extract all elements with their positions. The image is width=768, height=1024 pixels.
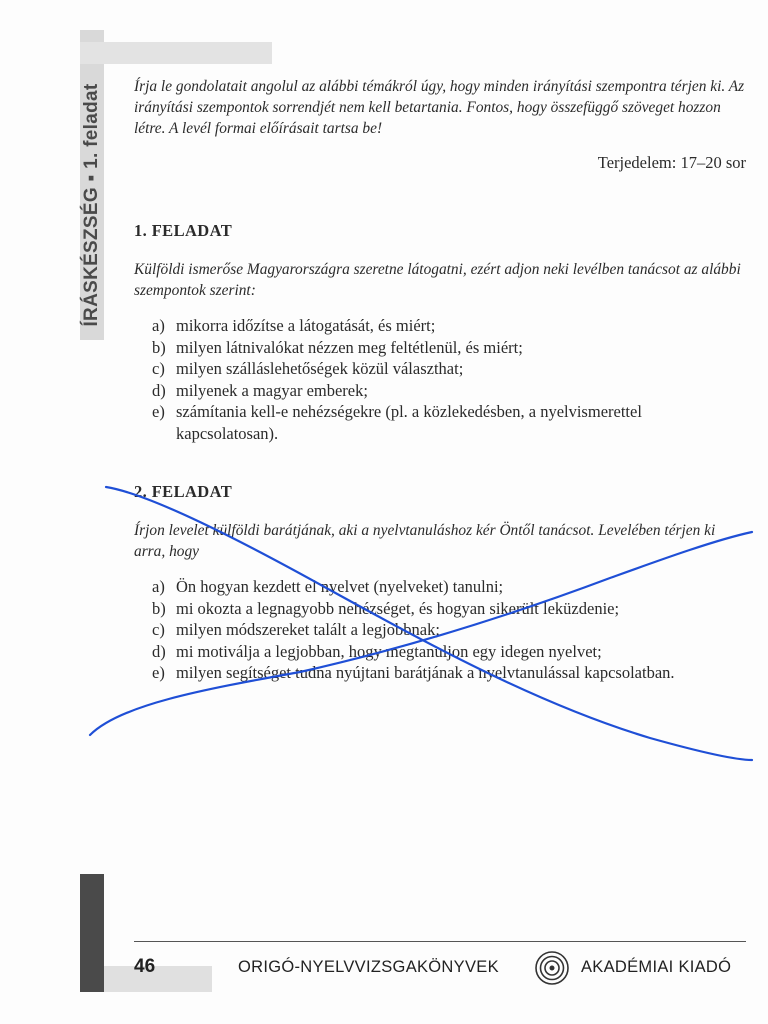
list-item xyxy=(134,662,746,684)
page-content xyxy=(134,76,746,684)
list-item-mark: e) xyxy=(152,402,165,421)
length-requirement: Terjedelem: 17–20 sor xyxy=(597,153,746,172)
task-2 xyxy=(134,482,746,684)
list-item xyxy=(134,401,746,444)
task-1-heading: 1. FELADAT xyxy=(134,221,233,240)
list-item-text: milyen szálláslehetőségek közül választhat; xyxy=(176,359,464,378)
publisher-logo-icon xyxy=(534,950,570,986)
list-item-text: Ön hogyan kezdett el nyelvet (nyelveket) tanulni; xyxy=(176,577,504,596)
list-item xyxy=(134,337,746,359)
footer-divider xyxy=(134,941,746,942)
list-item-mark: b) xyxy=(152,337,166,357)
list-item-text: mi okozta a legnagyobb nehézséget, és hogyan sikerült leküzdenie; xyxy=(176,598,620,618)
list-item-text: mikorra időzítse a látogatását, és miért; xyxy=(176,316,436,335)
list-item xyxy=(134,619,746,641)
task-1-list xyxy=(134,315,746,444)
list-item-text: milyen módszereket talált a legjobbnak; xyxy=(176,620,440,639)
list-item xyxy=(134,358,746,380)
list-item xyxy=(134,641,746,663)
instructions-text: Írja le gondolatait angolul az alábbi témákról úgy, hogy minden irányítási szempontra térjen ki. Az irányítási szempontok sorrendjét nem kell betartania. Fontos, hogy összefüggő szöveget hozzon létre. A levél formai előírásait tartsa be! xyxy=(134,78,745,137)
list-item-text: milyenek a magyar emberek; xyxy=(176,380,368,400)
list-item-mark: d) xyxy=(152,380,166,400)
list-item xyxy=(134,598,746,620)
side-bar-decoration xyxy=(80,874,104,992)
list-item-mark: c) xyxy=(152,620,165,639)
list-item-mark: c) xyxy=(152,359,165,378)
page-number: 46 xyxy=(134,956,156,977)
list-item xyxy=(134,380,746,402)
list-item-text: számítania kell-e nehézségekre (pl. a közlekedésben, a nyelvismerettel kapcsolatosan). xyxy=(176,402,642,443)
list-item xyxy=(134,576,746,598)
task-2-list xyxy=(134,576,746,684)
list-item-text: milyen segítséget tudna nyújtani barátjának a nyelvtanulással kapcsolatban. xyxy=(176,663,675,682)
list-item-mark: d) xyxy=(152,641,166,661)
task-1-intro: Külföldi ismerőse Magyarországra szeretne látogatni, ezért adjon neki levélben tanácsot az alábbi szempontok szerint: xyxy=(134,261,741,299)
task-2-heading: 2. FELADAT xyxy=(134,482,233,501)
list-item-mark: a) xyxy=(152,316,165,335)
list-item-text: milyen látnivalókat nézzen meg feltétlenül, és miért; xyxy=(176,337,523,357)
list-item-mark: a) xyxy=(152,577,165,596)
section-side-title: ÍRÁSKÉSZSÉG ▪ 1. feladat xyxy=(81,83,102,327)
list-item xyxy=(134,315,746,337)
list-item-mark: e) xyxy=(152,663,165,682)
list-item-mark: b) xyxy=(152,598,166,618)
publisher-name: AKADÉMIAI KIADÓ xyxy=(581,958,732,976)
task-1 xyxy=(134,221,746,444)
top-strip-decoration xyxy=(80,42,272,64)
list-item-text: mi motiválja a legjobban, hogy megtanuljon egy idegen nyelvet; xyxy=(176,641,602,661)
task-2-intro: Írjon levelet külföldi barátjának, aki a nyelvtanuláshoz kér Öntől tanácsot. Levelében térjen ki arra, hogy xyxy=(134,522,716,560)
series-name: ORIGÓ-NYELVVIZSGAKÖNYVEK xyxy=(238,958,499,976)
bottom-strip-decoration xyxy=(104,966,212,992)
